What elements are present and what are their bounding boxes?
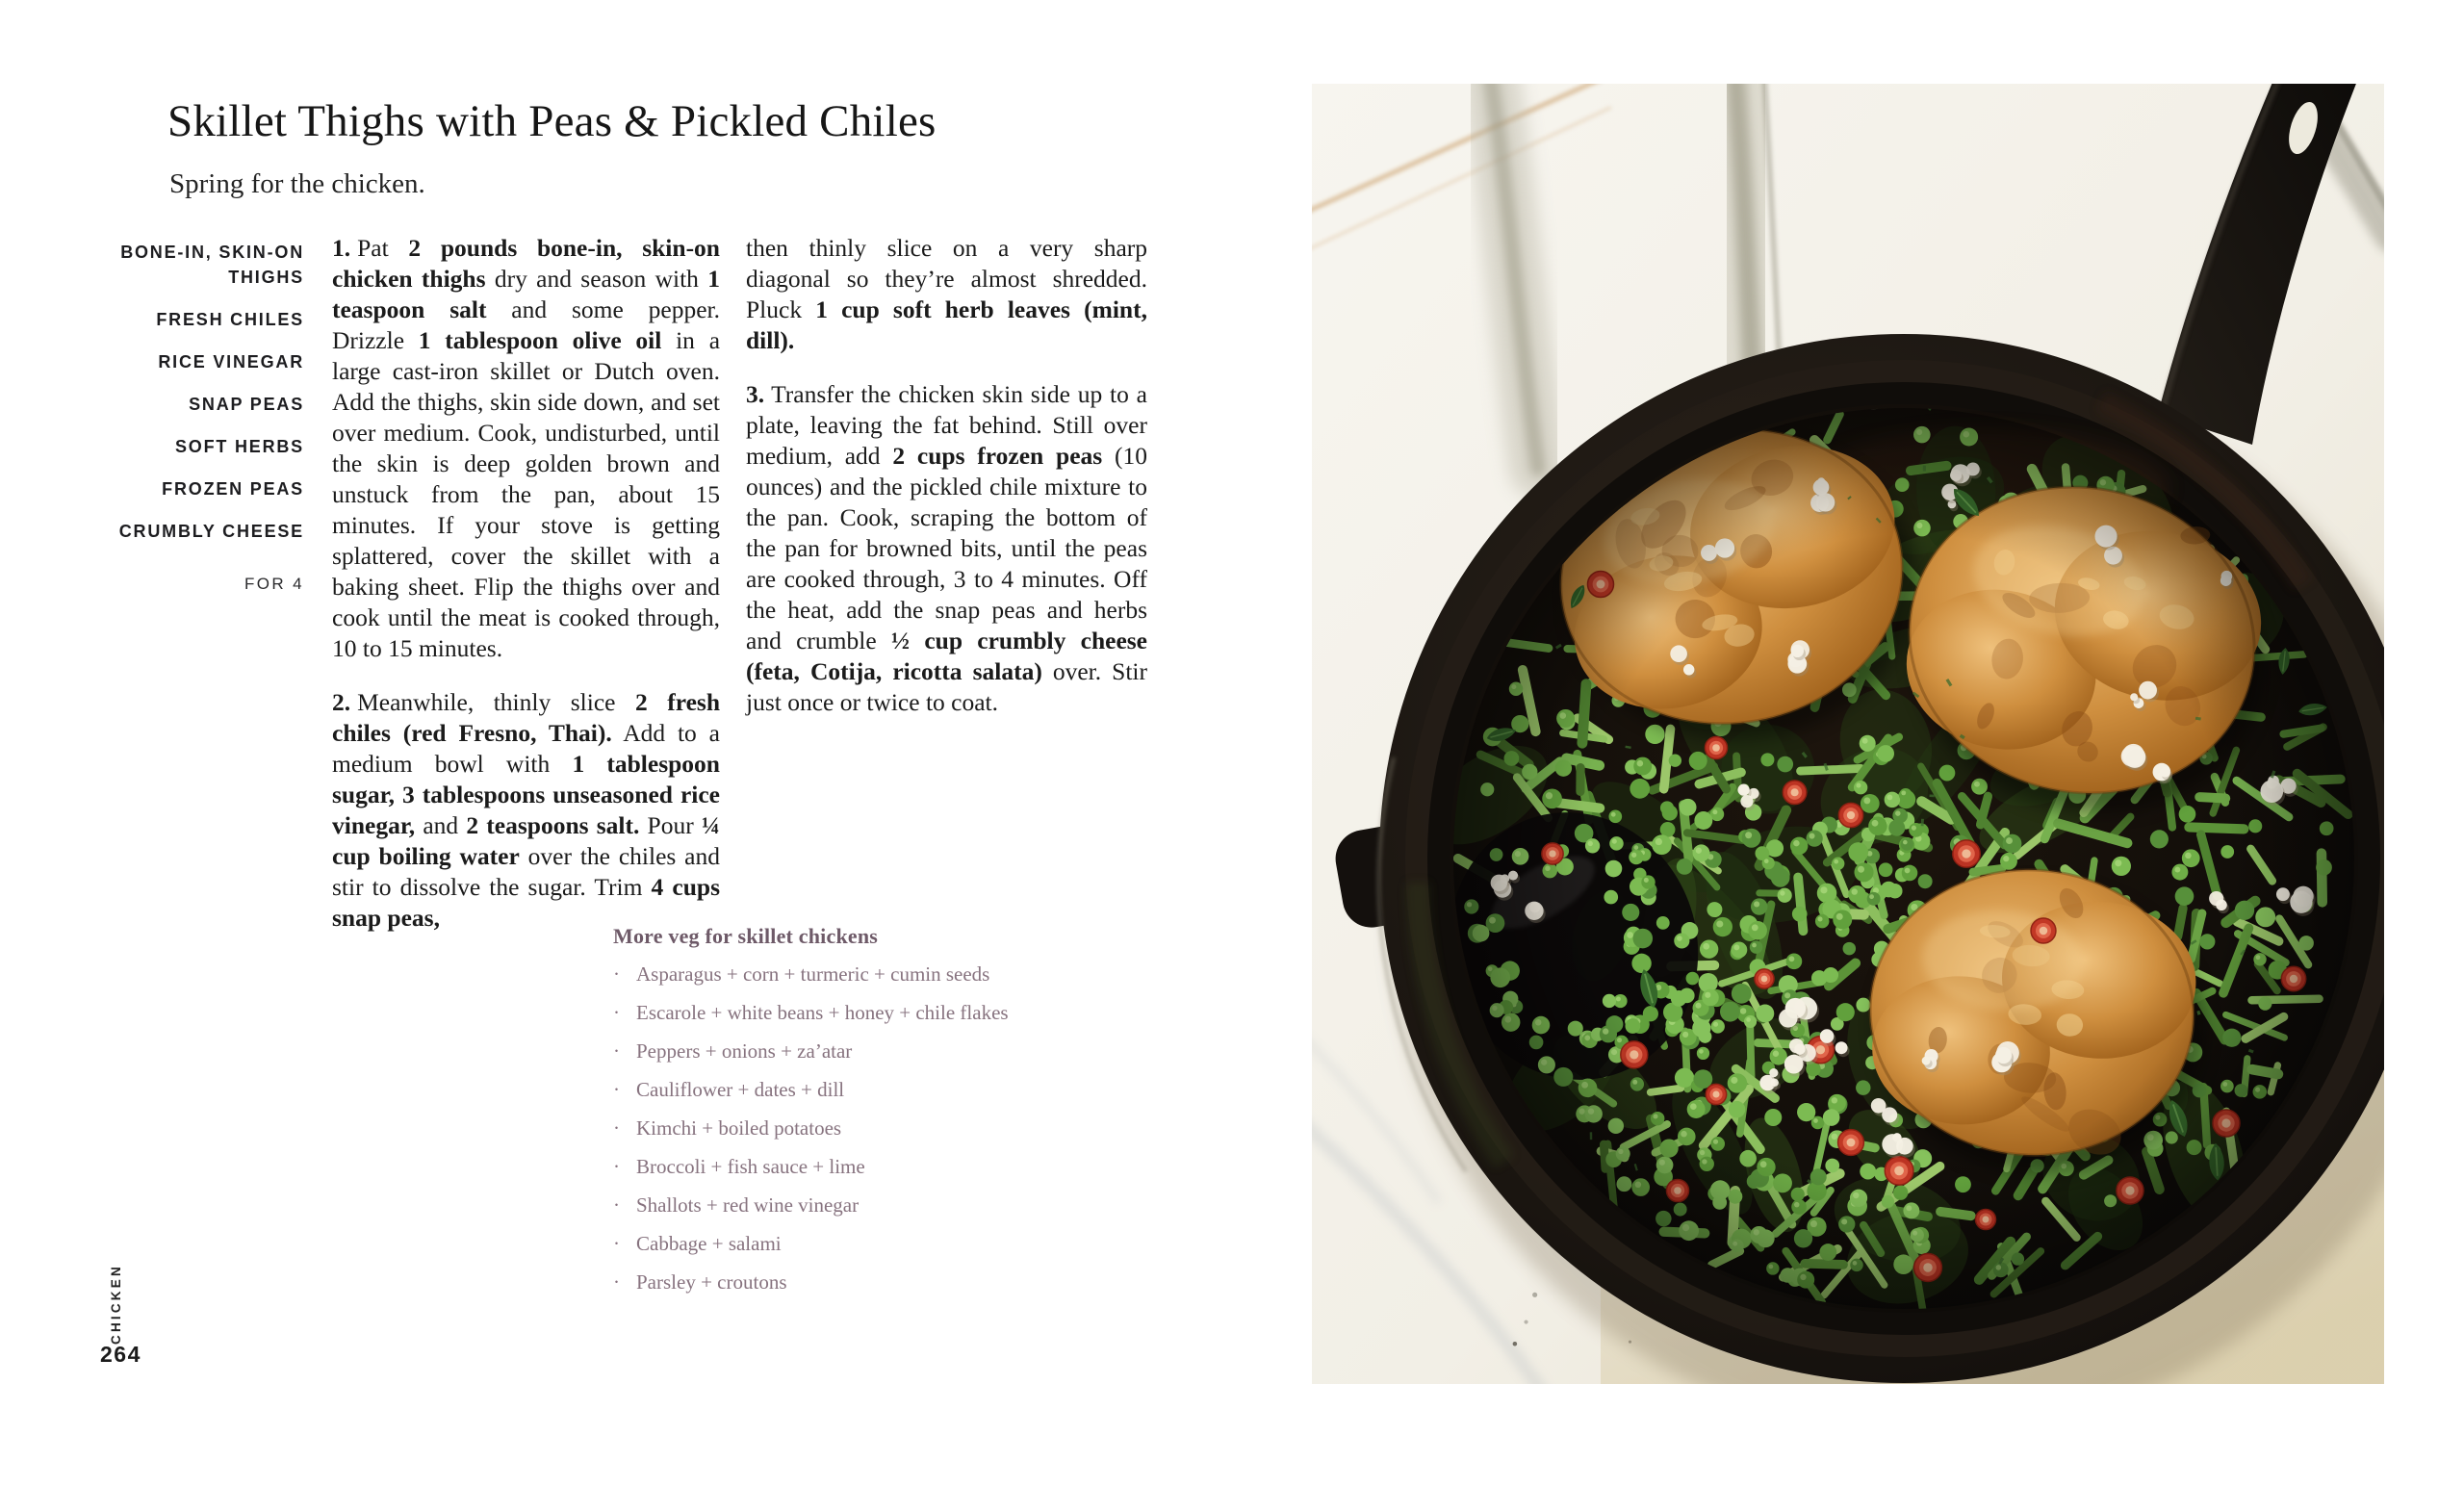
recipe-subtitle: Spring for the chicken. bbox=[169, 168, 425, 199]
recipe-step: then thinly slice on a very sharp diagonal so they’re almost shredded. Pluck 1 cup soft herb leaves (mint, dill). bbox=[746, 234, 1147, 354]
veg-list bbox=[613, 962, 1075, 1294]
ingredient-item: CRUMBLY CHEESE bbox=[118, 522, 304, 541]
bullet-icon: · bbox=[613, 1193, 620, 1217]
bullet-icon: · bbox=[613, 1155, 620, 1178]
veg-heading: More veg for skillet chickens bbox=[613, 924, 879, 948]
ingredient-item: RICE VINEGAR bbox=[158, 352, 304, 372]
bullet-icon: · bbox=[613, 1001, 620, 1024]
veg-item: · Escarole + white beans + honey + chile flakes bbox=[613, 1001, 1009, 1024]
skillet-photo-illustration bbox=[1312, 84, 2384, 1384]
bullet-icon: · bbox=[613, 1039, 620, 1063]
bullet-icon: · bbox=[613, 1270, 620, 1294]
recipe-step: 1. Pat 2 pounds bone-in, skin-on chicken thighs dry and season with 1 teaspoon salt and some pepper. Drizzle 1 tablespoon olive oil in a large cast-iron skillet or Dutch oven. Add the thighs, skin side down, and set over medium. Cook, undisturbed, until the skin is deep golden brown and unstuck from the pan, about 15 minutes. If your stove is getting splattered, cover the skillet with a baking sheet. Flip the thighs over and cook until the meat is cooked through, 10 to 15 minutes. bbox=[332, 234, 721, 662]
veg-variations bbox=[613, 924, 1075, 1309]
veg-item: · Broccoli + fish sauce + lime bbox=[613, 1155, 865, 1178]
recipe-photo bbox=[1312, 84, 2384, 1384]
recipe-step: 2. Meanwhile, thinly slice 2 fresh chiles (red Fresno, Thai). Add to a medium bowl with 1 tablespoon sugar, 3 tablespoons unseasoned rice vinegar, and 2 teaspoons salt. Pour ¼ cup boiling water over the chiles and stir to dissolve the sugar. Trim 4 cups snap peas, bbox=[332, 688, 720, 932]
ingredient-item: BONE-IN, SKIN-ON THIGHS bbox=[120, 243, 304, 287]
veg-item: · Shallots + red wine vinegar bbox=[613, 1193, 860, 1217]
ingredient-list bbox=[114, 240, 304, 544]
recipe-title: Skillet Thighs with Peas & Pickled Chiles bbox=[167, 96, 937, 147]
veg-item: · Parsley + croutons bbox=[613, 1270, 787, 1294]
bullet-icon: · bbox=[613, 1078, 620, 1101]
chapter-label: CHICKEN bbox=[109, 1264, 123, 1345]
bullet-icon: · bbox=[613, 1232, 620, 1255]
ingredient-item: FROZEN PEAS bbox=[162, 479, 304, 499]
veg-item: · Peppers + onions + za’atar bbox=[613, 1039, 853, 1063]
instructions-column-1 bbox=[332, 233, 720, 957]
servings-label: FOR 4 bbox=[244, 575, 304, 593]
ingredient-rail bbox=[114, 240, 304, 594]
ingredient-item: SNAP PEAS bbox=[189, 395, 304, 414]
step-number: 3. bbox=[746, 380, 765, 408]
veg-item: · Cabbage + salami bbox=[613, 1232, 782, 1255]
veg-item: · Cauliflower + dates + dill bbox=[613, 1078, 845, 1101]
ingredient-item: FRESH CHILES bbox=[156, 310, 304, 329]
instructions-column-2 bbox=[746, 233, 1147, 741]
bullet-icon: · bbox=[613, 1116, 620, 1140]
step-number: 2. bbox=[332, 688, 351, 716]
ingredient-item: SOFT HERBS bbox=[174, 437, 304, 456]
step-number: 1. bbox=[332, 234, 351, 262]
veg-item: · Asparagus + corn + turmeric + cumin seeds bbox=[613, 962, 990, 986]
bullet-icon: · bbox=[613, 962, 620, 986]
page-number: 264 bbox=[100, 1342, 141, 1367]
veg-item: · Kimchi + boiled potatoes bbox=[613, 1116, 842, 1140]
recipe-step: 3. Transfer the chicken skin side up to a plate, leaving the fat behind. Still over medium, add 2 cups frozen peas (10 ounces) and the pickled chile mixture to the pan. Cook, scraping the bottom of the pan for browned bits, until the peas are cooked through, 3 to 4 minutes. Off the heat, add the snap peas and herbs and crumble ½ cup crumbly cheese (feta, Cotija, ricotta salata) over. Stir just once or twice to coat. bbox=[746, 380, 1147, 716]
